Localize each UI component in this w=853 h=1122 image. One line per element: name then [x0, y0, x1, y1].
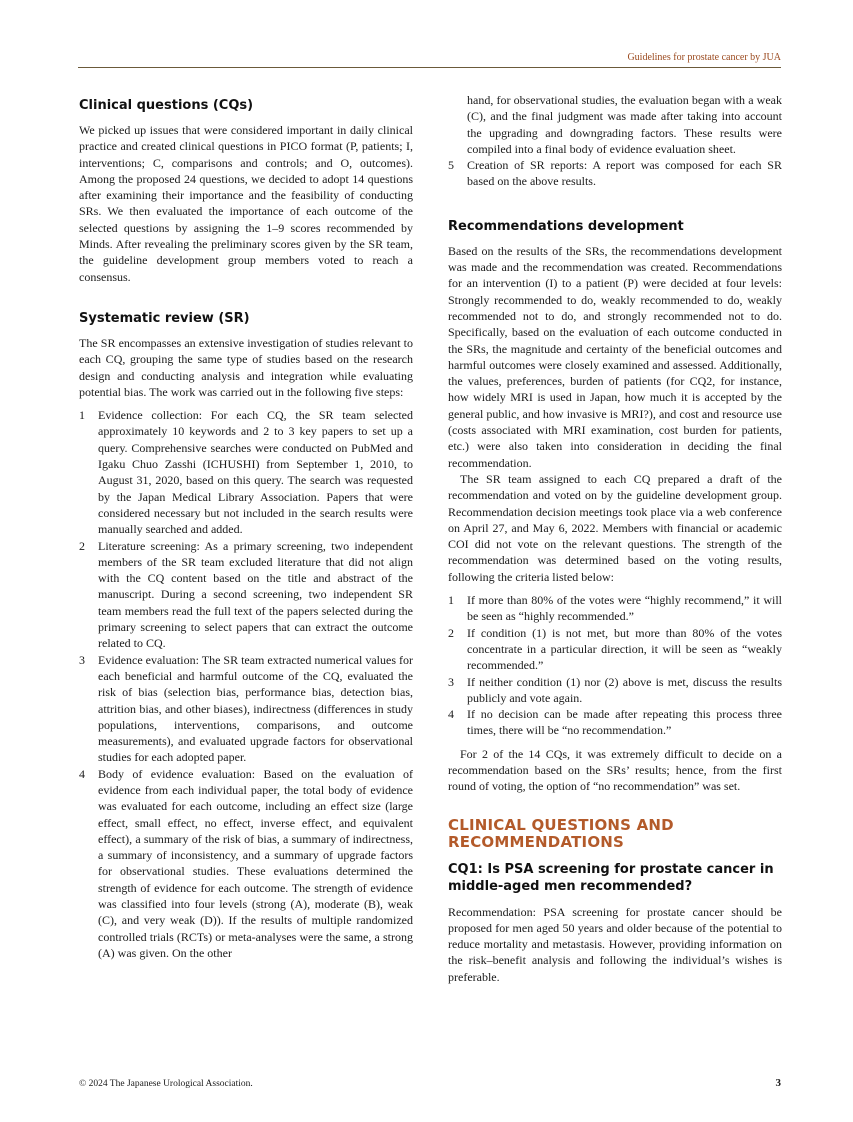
list-text: Evidence collection: For each CQ, the SR team selected approximately 10 keywords and 2 to 3 key papers to set up a query. Comprehensive searches were conducted on PubMed and Igaku Chuo Zasshi (ICHUSHI) from September 1, 2010, to August 31, 2020, based on this query. The search was requested by the Japan Medical Library Association. Papers that were considered necessary but not included in the search results were manually searched and added. — [98, 408, 413, 537]
list-item — [79, 652, 413, 766]
list-item — [79, 538, 413, 652]
list-item — [79, 407, 413, 537]
list-item — [79, 766, 413, 962]
list-text: If condition (1) is not met, but more than 80% of the votes concentrate in a particular direction, it will be seen as “weakly recommended.” — [467, 625, 782, 673]
sr-paragraph: The SR encompasses an extensive investigation of studies relevant to each CQ, grouping the same type of studies based on the research design and conducting analysis and integration while evaluating potential bias. The work was carried out in the following five steps: — [79, 335, 413, 399]
list-text: hand, for observational studies, the evaluation began with a weak (C), and the final judgment was made after taking into account the upgrading and downgrading factors. These results were compiled into a final body of evidence evaluation sheet. — [467, 93, 782, 156]
right-column — [448, 92, 782, 985]
cq1-paragraph: Recommendation: PSA screening for prostate cancer should be proposed for men aged 50 years and older because of the potential to reduce mortality and metastasis. However, providing information on the risk–benefit analysis and following the individual’s wishes is preferable. — [448, 904, 782, 984]
section-heading: CLINICAL QUESTIONS AND RECOMMENDATIONS — [448, 815, 674, 851]
list-text: If no decision can be made after repeating this process three times, there will be “no recommendation.” — [467, 707, 782, 738]
recommendations-paragraph-1: Based on the results of the SRs, the recommendations development was made and the recommendation was created. Recommendations for an intervention (I) to a patient (P) were decided at four levels: Strongly recommended to do, weakly recommended to do, weakly recommended not to do, and strongly recommended not to do. Specifically, based on the evaluation of each outcome conducted in the SRs, the magnitude and certainty of the beneficial outcomes and harmful outcomes were closely examined and assessed. Additionally, the values, preferences, burden of patients (for CQ2, for instance, how widely MRI is used in Japan, how much it is accepted by the general public, and how invasive is MRI?), and cost and resource use (costs associated with MRI examination, cost burden for patients, etc.) were also taken into consideration in deciding the final recommendation. — [448, 243, 782, 470]
criteria-list — [448, 592, 782, 739]
list-text: Evidence evaluation: The SR team extracted numerical values for each beneficial and harmful outcome of the CQ, evaluated the risk of bias (selection bias, performance bias, detection bias, attrition bias, and other biases), indirectness (differences in study populations, interventions, comparisons, and outcome measurements), and evaluated upgrade factors for observational studies for each adopted paper. — [98, 652, 413, 765]
recommendations-paragraph-3: For 2 of the 14 CQs, it was extremely difficult to decide on a recommendation based on the SRs’ results; hence, from the first round of voting, the option of “no recommendation” was set. — [448, 746, 782, 794]
header-rule — [78, 67, 781, 68]
list-text: Creation of SR reports: A report was composed for each SR based on the above results. — [467, 158, 782, 189]
list-number: 4 — [79, 766, 85, 781]
sr-steps-continued — [448, 92, 782, 190]
list-number: 1 — [448, 593, 454, 608]
list-number: 5 — [448, 158, 454, 173]
copyright-notice: © 2024 The Japanese Urological Association. — [79, 1079, 253, 1089]
list-item — [448, 625, 782, 674]
page-number: 3 — [775, 1077, 781, 1089]
left-column — [79, 92, 413, 968]
list-number: 3 — [79, 652, 85, 667]
cq1-heading: CQ1: Is PSA screening for prostate cancer in middle-aged men recommended? — [448, 861, 774, 894]
list-number: 4 — [448, 707, 454, 722]
running-title: Guidelines for prostate cancer by JUA — [627, 52, 781, 63]
list-item-continued — [448, 92, 782, 157]
sr-steps-list — [79, 407, 413, 961]
cq-paragraph: We picked up issues that were considered important in daily clinical practice and created clinical questions in PICO format (P, patients; I, interventions; C, comparisons and controls; and O, outcomes). Among the proposed 24 questions, we decided to adopt 14 questions after examining their importance and the feasibility of conducting SRs. We then evaluated the importance of each outcome of the selected questions by assigning the 1–9 scores recommended by Minds. After revealing the preliminary scores given by the SR team, the guideline development group members voted to reach a consensus. — [79, 123, 413, 284]
recommendations-heading: Recommendations development — [448, 218, 684, 234]
recommendations-paragraph-2: The SR team assigned to each CQ prepared a draft of the recommendation and voted on by the guideline development group. Recommendation decision meetings took place via a web conference on April 27, and May 6, 2022. Members with financial or academic COI did not vote on the relevant questions. The strength of the recommendation was determined based on the voting results, following the criteria listed below: — [448, 471, 782, 584]
list-item — [448, 157, 782, 190]
list-item — [448, 674, 782, 707]
list-item — [448, 592, 782, 625]
list-text: Body of evidence evaluation: Based on the evaluation of evidence from each individual paper, the total body of evidence was evaluated for each outcome, including an effect size (large effect, small effect, no effect, inverse effect, and equivalent effect), a summary of the risk of bias, a summary of indirectness, a summary of inconsistency, and a summary of upgrade factors for observational studies. These evaluations determined the strength of evidence for each outcome. The strength of evidence was classified into four levels (strong (A), moderate (B), weak (C), and very weak (D)). If the results of multiple randomized controlled trials (RCTs) or meta-analyses were the same, a strong (A) was given. On the other — [98, 766, 413, 960]
cq-heading: Clinical questions (CQs) — [79, 98, 254, 113]
list-number: 2 — [79, 538, 85, 553]
list-text: Literature screening: As a primary screening, two independent members of the SR team excluded literature that did not align with the CQ content based on the title and abstract of the manuscript. During a second screening, two independent SR team members read the full text of the papers selected during the primary screening to select papers that can extract the outcome related to CQ. — [98, 538, 413, 651]
list-item — [448, 706, 782, 739]
list-text: If more than 80% of the votes were “highly recommend,” it will be seen as “highly recommended.” — [467, 593, 782, 624]
list-text: If neither condition (1) nor (2) above is met, discuss the results publicly and vote again. — [467, 674, 782, 705]
list-number: 3 — [448, 674, 454, 689]
list-number: 2 — [448, 625, 454, 640]
sr-heading: Systematic review (SR) — [79, 310, 250, 326]
list-number: 1 — [79, 408, 85, 423]
